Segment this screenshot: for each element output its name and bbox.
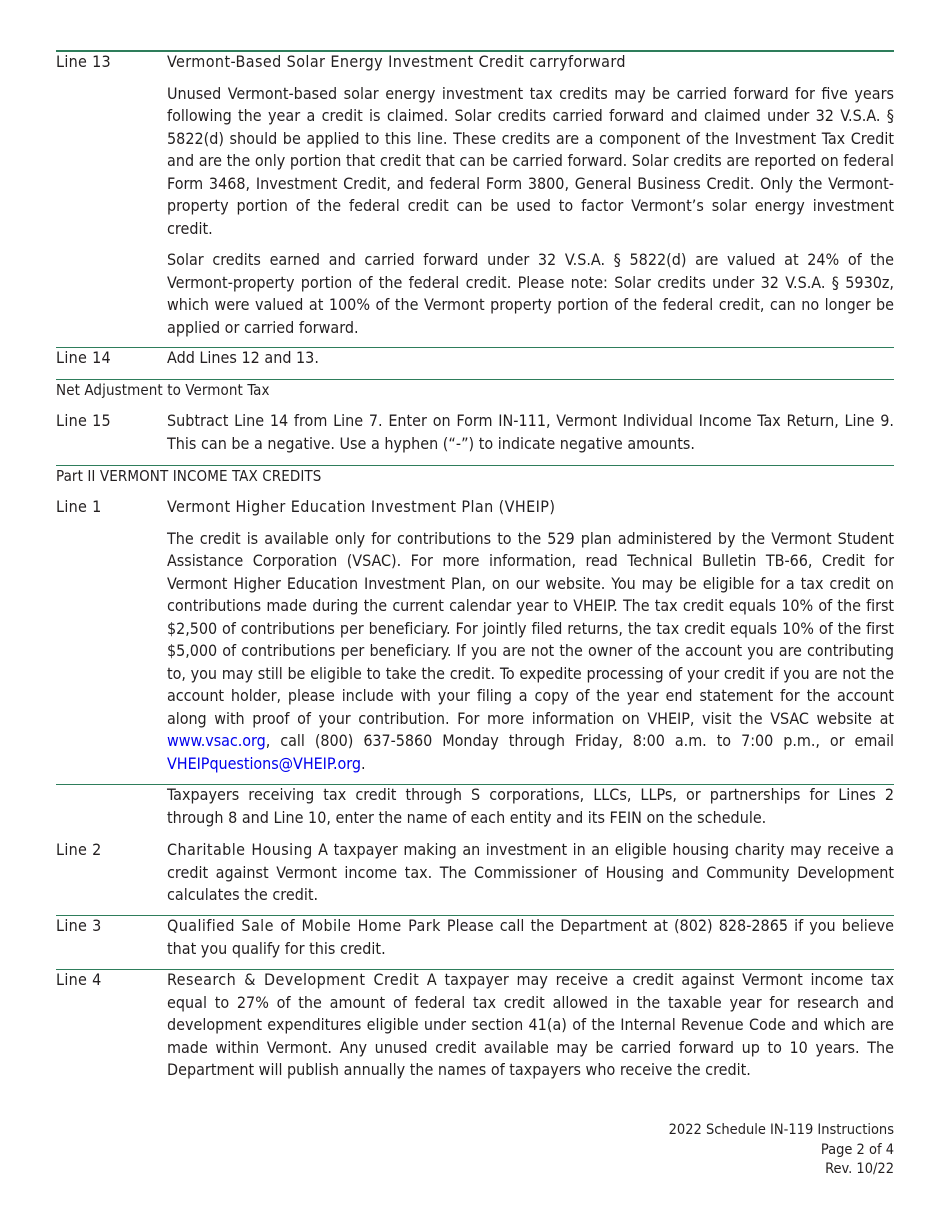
footer-revision: Rev. 10/22 — [825, 1161, 894, 1177]
vheip-email-link[interactable]: VHEIPquestions@VHEIP.org — [167, 753, 361, 773]
research-development-title: Research & Development Credit — [167, 970, 420, 989]
part-2-line-4-label: Line 4 — [56, 970, 102, 989]
charitable-housing-title: Charitable Housing — [167, 840, 313, 859]
part-2-heading: Part II VERMONT INCOME TAX CREDITS — [56, 467, 322, 485]
part-2-line-2-content — [167, 839, 894, 907]
part-2-line-2-label: Line 2 — [56, 840, 102, 859]
part-2-line-3-content — [167, 915, 894, 960]
vsac-website-link[interactable]: www.vsac.org — [167, 731, 266, 750]
footer-page-number: Page 2 of 4 — [820, 1141, 894, 1158]
entities-note: Taxpayers receiving tax credit through S corporations, LLCs, LLPs, or partnerships for Lines 2 through 8 and Line 10, enter the name of each entity and its FEIN on the schedule. — [167, 785, 894, 827]
part-2-line-1-content — [167, 496, 894, 775]
charitable-housing-body: A taxpayer making an investment in an eligible housing charity may receive a credit against Vermont income tax. The Commissioner of Housing and Community Development calculates the credit. — [167, 840, 894, 904]
line-13-paragraph-1: Unused Vermont-based solar energy investment tax credits may be carried forward for five years following the year a credit is claimed. Solar credits carried forward and claimed under 32 V.S.A. § 5822(d) should be applied to this line. These credits are a component of the Investment Tax Credit and are the only portion that credit that can be carried forward. Solar credits are reported on federal Form 3468, Investment Credit, and federal Form 3800, General Business Credit. Only the Vermont-property portion of the federal credit can be used to factor Vermont’s solar energy investment credit. — [167, 83, 894, 238]
mobile-home-text — [167, 915, 894, 960]
line-15-text: Subtract Line 14 from Line 7. Enter on Form IN-111, Vermont Individual Income Tax Return, Line 9. This can be a negative. Use a hyphen (“-”) to indicate negative amounts. — [167, 411, 894, 453]
line-13-content — [167, 51, 894, 339]
research-development-text — [167, 969, 894, 1082]
line-13-title: Vermont-Based Solar Energy Investment Credit carryforward — [167, 52, 626, 71]
part-2-line-1-label: Line 1 — [56, 497, 102, 516]
line-13-paragraph-2: Solar credits earned and carried forward under 32 V.S.A. § 5822(d) are valued at 24% of the Vermont-property portion of the federal credit. Please note: Solar credits under 32 V.S.A. § 5930z, which were valued at 100% of the Vermont property portion of the federal credit, can no longer be applied or carried forward. — [167, 250, 894, 337]
part-2-line-3-label: Line 3 — [56, 916, 102, 935]
page-footer — [669, 1121, 894, 1180]
line-14-label: Line 14 — [56, 348, 111, 367]
footer-form-title: 2022 Schedule IN-119 Instructions — [668, 1122, 894, 1138]
line-13-label: Line 13 — [56, 52, 111, 71]
vheip-title: Vermont Higher Education Investment Plan (VHEIP) — [167, 497, 556, 516]
charitable-housing-text — [167, 839, 894, 907]
vheip-text-b: , call (800) 637-5860 Monday through Friday, 8:00 a.m. to 7:00 p.m., or email — [265, 731, 894, 750]
line-15-label: Line 15 — [56, 411, 111, 430]
net-adjustment-heading: Net Adjustment to Vermont Tax — [56, 381, 270, 399]
research-development-body: A taxpayer may receive a credit against Vermont income tax equal to 27% of the amount of federal tax credit allowed in the taxable year for research and development expenditures eligible under section 41(a) of the Internal Revenue Code and which are made within Vermont. Any unused credit available may be carried forward up to 10 years. The Department will publish annually the names of taxpayers who receive the credit. — [167, 970, 895, 1079]
mobile-home-body: Please call the Department at (802) 828-2865 if you believe that you qualify for this credit. — [167, 916, 895, 958]
vheip-text-a: The credit is available only for contributions to the 529 plan administered by the Vermont Student Assistance Corporation (VSAC). For more information, read Technical Bulletin TB-66, Credit for Vermont Higher Education Investment Plan, on our website. You may be eligible for a tax credit on contributions made during the current calendar year to VHEIP. The tax credit equals 10% of the first $2,500 of contributions per beneficiary. For jointly filed returns, the tax credit equals 10% of the first $5,000 of contributions per beneficiary. If you are not the owner of the account you are contributing to, you may still be eligible to take the credit. To expedite processing of your credit if you are not the account holder, please include with your filing a copy of the year end statement for the account along with proof of your contribution. For more information on VHEIP, visit the VSAC website at — [167, 528, 894, 728]
part-2-line-4-content — [167, 969, 894, 1082]
line-14-text: Add Lines 12 and 13. — [167, 348, 319, 367]
entities-note-content — [167, 784, 894, 829]
mobile-home-title: Qualified Sale of Mobile Home Park — [167, 916, 441, 935]
line-14-content — [167, 347, 894, 370]
vheip-text-c: . — [360, 753, 366, 773]
line-15-content — [167, 410, 894, 455]
vheip-paragraph — [167, 528, 894, 776]
